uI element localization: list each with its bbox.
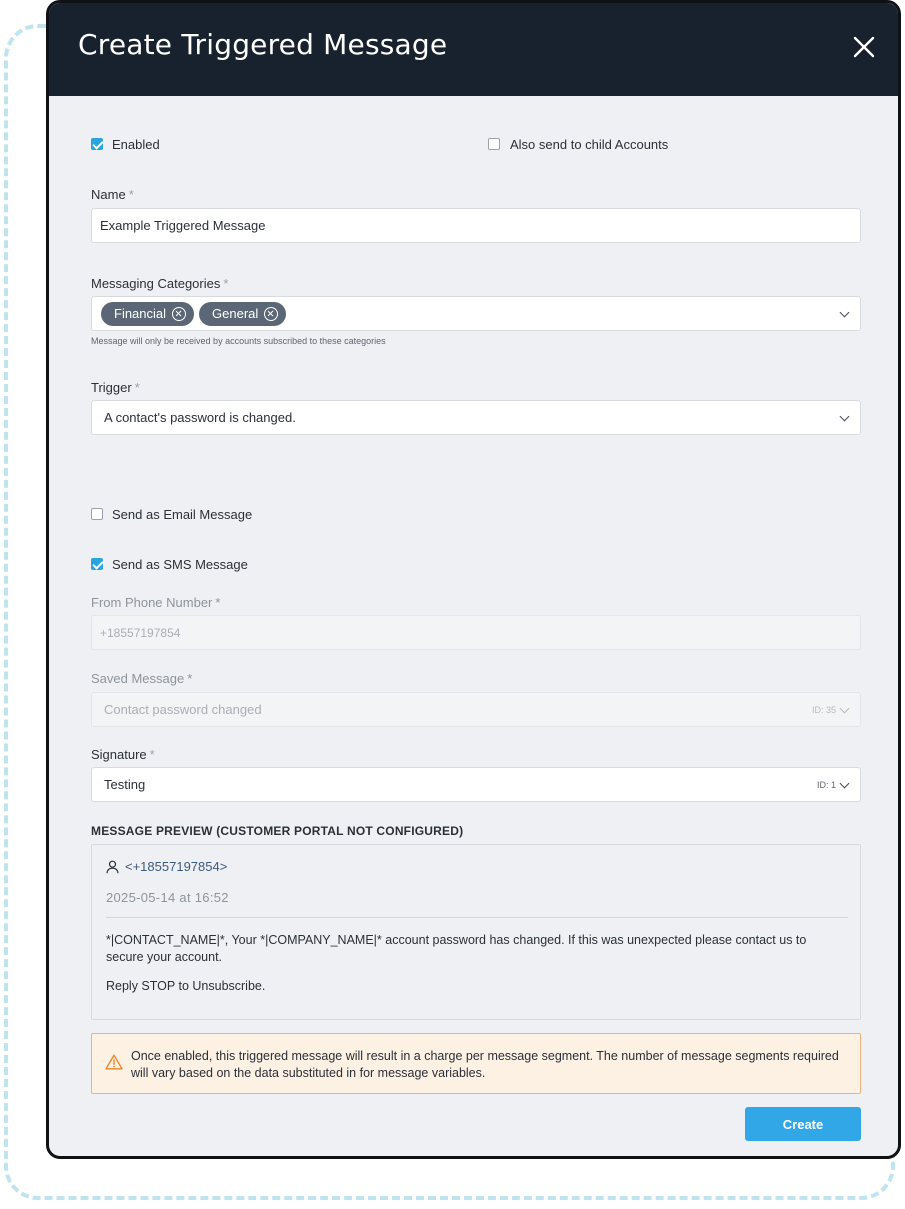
sms-label: Send as SMS Message — [112, 557, 248, 572]
charge-warning — [91, 1033, 861, 1094]
child-accounts-checkbox[interactable] — [488, 138, 500, 150]
preview-footer-text: Reply STOP to Unsubscribe. — [106, 979, 266, 993]
enabled-label: Enabled — [112, 137, 160, 152]
message-preview — [91, 844, 861, 1020]
category-tag-label: Financial — [114, 306, 167, 321]
email-label: Send as Email Message — [112, 507, 253, 522]
from-phone-value: +18557197854 — [100, 625, 181, 640]
trigger-value: A contact's password is changed. — [104, 410, 296, 425]
dialog-title: Create Triggered Message — [78, 28, 448, 61]
child-accounts-label: Also send to child Accounts — [510, 137, 669, 152]
trigger-label: Trigger * — [91, 380, 140, 395]
sms-checkbox[interactable] — [91, 558, 103, 570]
categories-helper-text: Message will only be received by accounts subscribed to these categories — [91, 336, 386, 346]
from-phone-input — [91, 615, 861, 650]
create-button[interactable]: Create — [745, 1107, 861, 1141]
preview-message-text: *|CONTACT_NAME|*, Your *|COMPANY_NAME|* account password has changed. If this was unexpected please contact us to secure your account. — [106, 933, 807, 964]
close-icon — [850, 33, 878, 61]
enabled-checkbox[interactable] — [91, 138, 103, 150]
name-label: Name * — [91, 187, 134, 202]
preview-body — [106, 932, 846, 995]
chevron-down-icon[interactable] — [840, 307, 850, 317]
dialog-header — [49, 3, 898, 96]
remove-tag-icon[interactable] — [172, 307, 186, 321]
preview-divider — [106, 917, 848, 918]
signature-value: Testing — [104, 777, 146, 792]
remove-tag-icon[interactable] — [264, 307, 278, 321]
saved-message-value: Contact password changed — [104, 702, 262, 717]
signature-id: ID: 1 — [816, 780, 836, 790]
name-value: Example Triggered Message — [100, 218, 266, 233]
categories-multiselect[interactable] — [91, 296, 861, 331]
name-input[interactable] — [91, 208, 861, 243]
email-checkbox[interactable] — [91, 508, 103, 520]
dialog-body — [49, 96, 898, 1156]
preview-sender — [106, 859, 227, 874]
chevron-down-icon — [840, 411, 850, 421]
category-tag-financial — [101, 302, 194, 326]
category-tag-general — [199, 302, 286, 326]
message-preview-title: MESSAGE PREVIEW (CUSTOMER PORTAL NOT CONFIGURED) — [91, 824, 464, 838]
close-button[interactable] — [850, 33, 878, 61]
create-triggered-message-dialog — [46, 0, 901, 1159]
categories-label: Messaging Categories * — [91, 276, 229, 291]
signature-label: Signature * — [91, 747, 155, 762]
user-icon — [106, 860, 119, 874]
signature-select[interactable] — [91, 767, 861, 802]
preview-sender-number: <+18557197854> — [125, 859, 228, 874]
warning-text: Once enabled, this triggered message will result in a charge per message segment. The number of message segments required will vary based on the data substituted in for message variables. — [131, 1049, 839, 1080]
trigger-select[interactable] — [91, 400, 861, 435]
from-phone-label: From Phone Number * — [91, 595, 221, 610]
chevron-down-icon — [840, 778, 850, 788]
saved-message-select — [91, 692, 861, 727]
category-tag-label: General — [212, 306, 259, 321]
chevron-down-icon — [840, 703, 850, 713]
saved-message-id: ID: 35 — [811, 705, 836, 715]
saved-message-label: Saved Message * — [91, 671, 193, 686]
preview-timestamp: 2025-05-14 at 16:52 — [106, 890, 229, 905]
warning-icon — [105, 1054, 123, 1070]
